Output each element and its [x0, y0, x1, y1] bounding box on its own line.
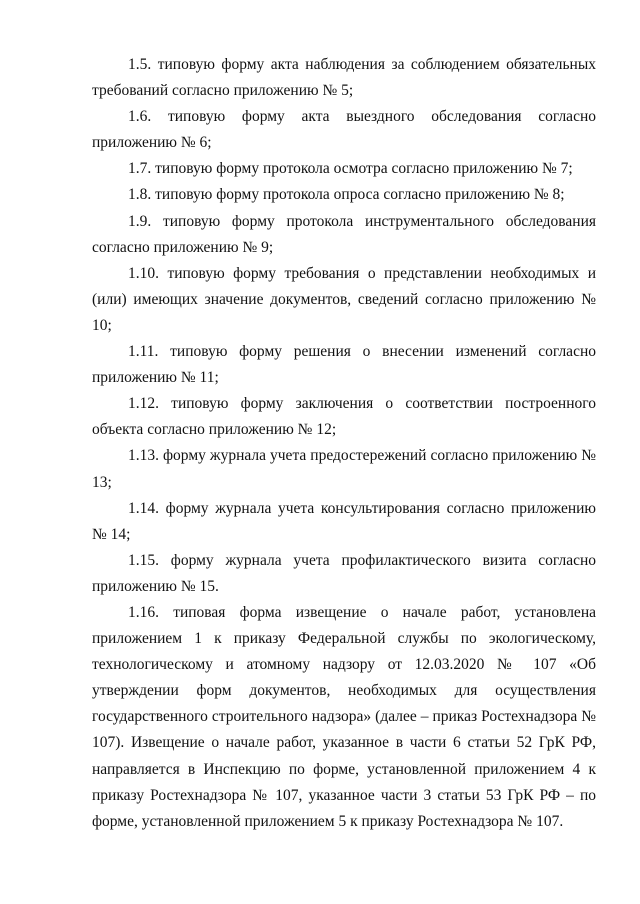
paragraph-1-15: 1.15. форму журнала учета профилактического визита согласно приложению № 15. — [92, 551, 596, 595]
paragraph-1-12: 1.12. типовую форму заключения о соответствии построенного объекта согласно приложению № 12; — [92, 395, 596, 439]
paragraph-1-9: 1.9. типовую форму протокола инструментального обследования согласно приложению № 9; — [92, 212, 596, 256]
document-page — [92, 52, 596, 835]
paragraph-1-13: 1.13. форму журнала учета предостережений согласно приложению № 13; — [92, 447, 596, 491]
paragraph-1-10: 1.10. типовую форму требования о представлении необходимых и (или) имеющих значение документов, сведений согласно приложению № 10; — [92, 264, 596, 334]
paragraph-1-14: 1.14. форму журнала учета консультирования согласно приложению № 14; — [92, 499, 596, 543]
paragraph-1-16: 1.16. типовая форма извещение о начале работ, установлена приложением 1 к приказу Федеральной службы по экологическому, технологическому и атомному надзору от 12.03.2020 № 107 «Об утверждении форм документов, необходимых для осуществления государственного строительного надзора» (далее – приказ Ростехнадзора № 107). Извещение о начале работ, указанное в части 6 статьи 52 ГрК РФ, направляется в Инспекцию по форме, установленной приложением 4 к приказу Ростехнадзора № 107, указанное части 3 статьи 53 ГрК РФ – по форме, установленной приложением 5 к приказу Ростехнадзора № 107. — [92, 603, 596, 830]
paragraph-1-8: 1.8. типовую форму протокола опроса согласно приложению № 8; — [128, 186, 565, 204]
paragraph-1-7: 1.7. типовую форму протокола осмотра согласно приложению № 7; — [128, 160, 573, 178]
paragraph-1-11: 1.11. типовую форму решения о внесении изменений согласно приложению № 11; — [92, 343, 596, 387]
paragraph-1-5: 1.5. типовую форму акта наблюдения за соблюдением обязательных требований согласно приложению № 5; — [92, 56, 596, 100]
paragraph-1-6: 1.6. типовую форму акта выездного обследования согласно приложению № 6; — [92, 108, 596, 152]
